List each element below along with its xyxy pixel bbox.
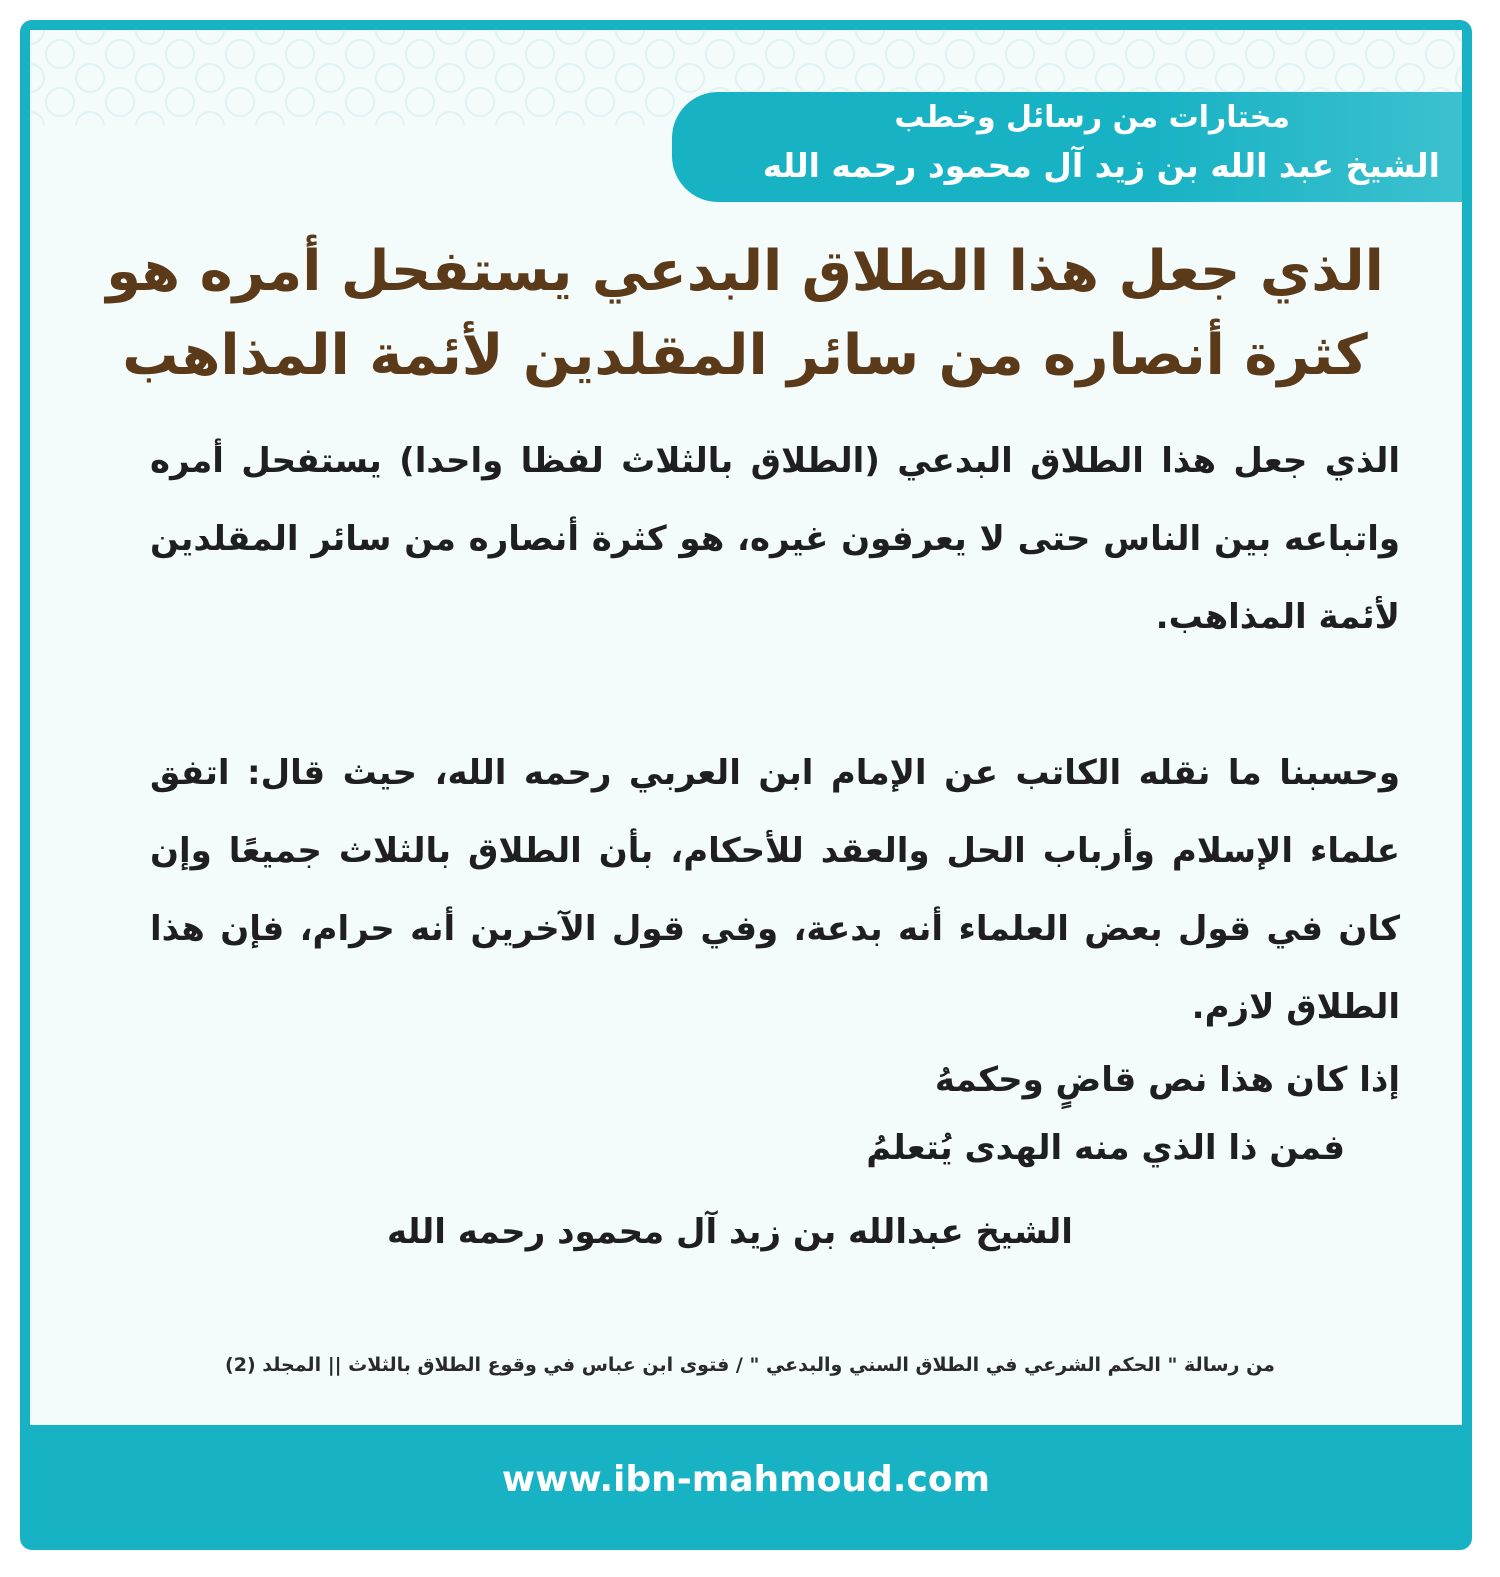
source-citation: من رسالة " الحكم الشرعي في الطلاق السني والبدعي " / فتوى ابن عباس في وقوع الطلاق بالثلاث || المجلد (2): [225, 1354, 1275, 1376]
content-panel: [30, 30, 1462, 1425]
verse-line-2: فمن ذا الذي منه الهدى يُتعلمُ: [866, 1128, 1345, 1168]
post-card: [20, 20, 1472, 1550]
series-author: الشيخ عبد الله بن زيد آل محمود رحمه الله: [762, 146, 1440, 185]
paragraph-2: وحسبنا ما نقله الكاتب عن الإمام ابن العربي رحمه الله، حيث قال: اتفق علماء الإسلام وأرباب الحل والعقد للأحكام، بأن الطلاق بالثلاث جميعًا وإن كان في قول بعض العلماء أنه بدعة، وفي قول الآخرين أنه حرام، فإن هذا الطلاق لازم.: [150, 753, 1400, 1027]
website-link[interactable]: www.ibn-mahmoud.com: [501, 1459, 991, 1500]
series-header: [680, 96, 1440, 192]
headline: [90, 230, 1400, 398]
verse-line-1: إذا كان هذا نص قاضٍ وحكمهُ: [934, 1060, 1400, 1100]
headline-line-2: كثرة أنصاره من سائر المقلدين لأئمة المذاهب: [122, 323, 1368, 388]
series-title: مختارات من رسائل وخطب: [894, 100, 1290, 135]
signature: الشيخ عبدالله بن زيد آل محمود رحمه الله: [387, 1212, 1073, 1252]
paragraph-1: الذي جعل هذا الطلاق البدعي (الطلاق بالثلاث لفظا واحدا) يستفحل أمره واتباعه بين الناس حتى لا يعرفون غيره، هو كثرة أنصاره من سائر المقلدين لأئمة المذاهب.: [150, 441, 1400, 637]
headline-line-1: الذي جعل هذا الطلاق البدعي يستفحل أمره هو: [106, 239, 1384, 304]
body-text: [150, 422, 1400, 1182]
paragraph-spacer: [150, 656, 1400, 734]
